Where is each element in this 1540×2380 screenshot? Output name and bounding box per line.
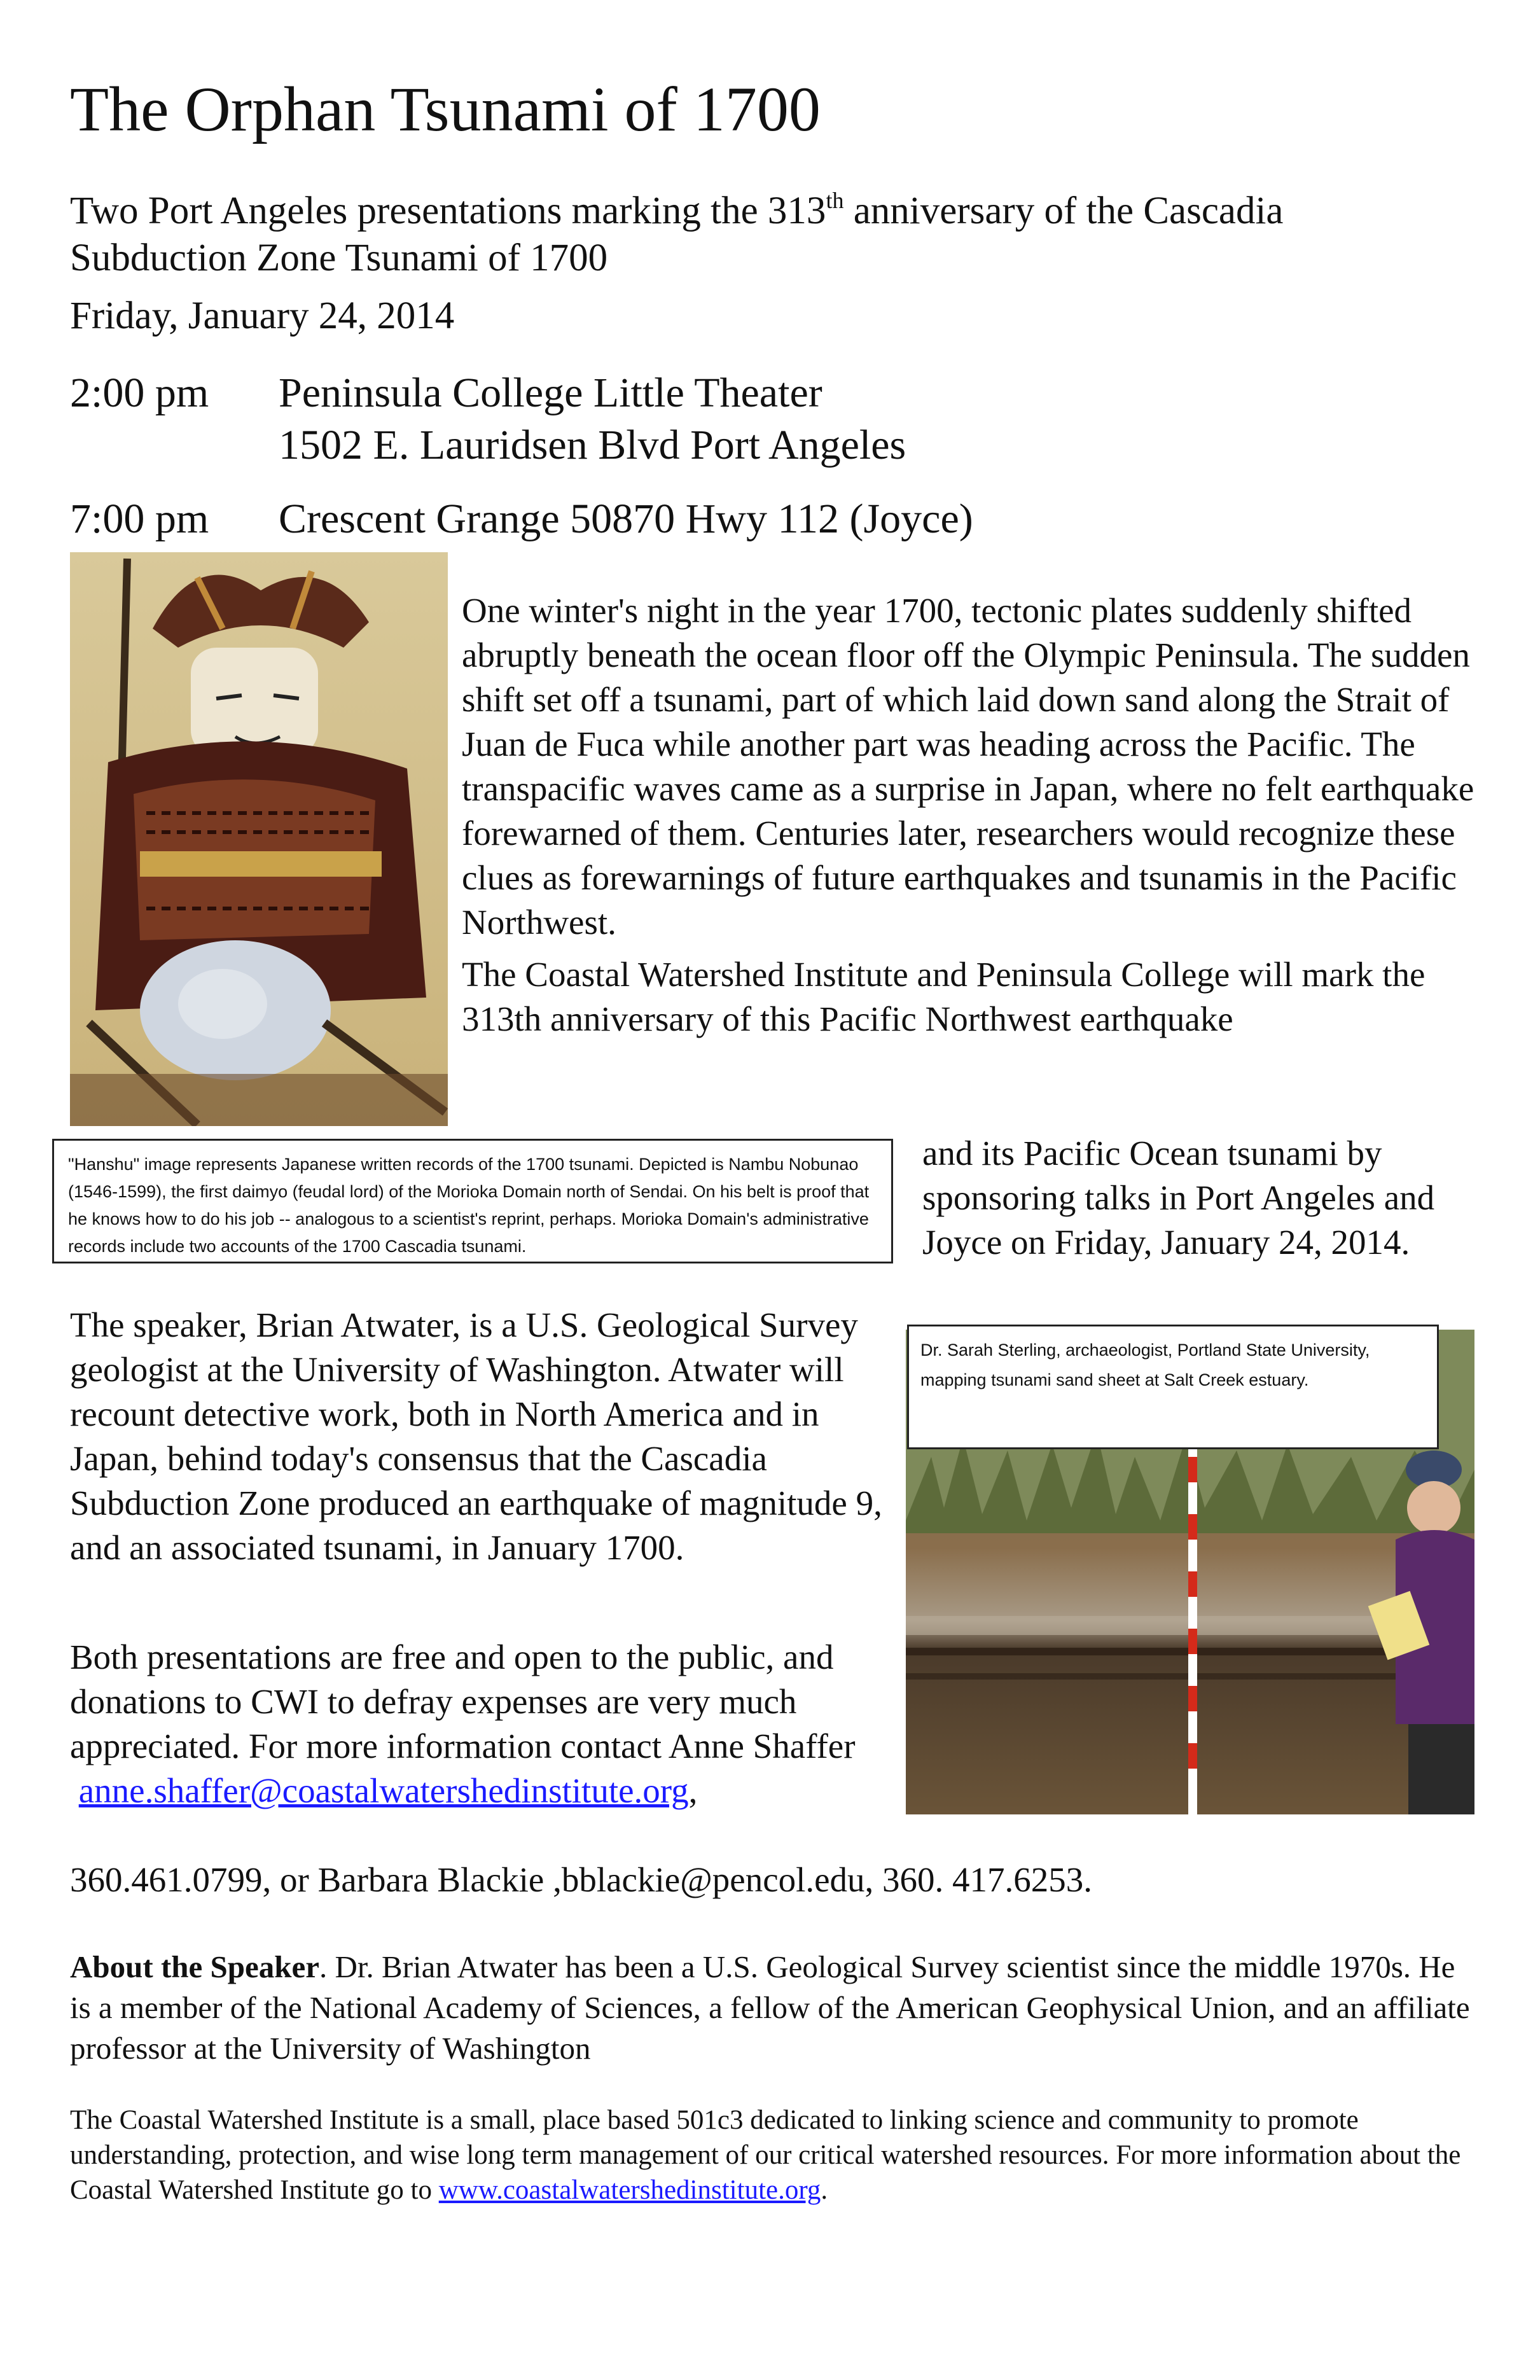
samurai-caption-box: [52, 1139, 893, 1263]
intro-continuation: and its Pacific Ocean tsunami by sponsoring talks in Port Angeles and Joyce on Friday, January 24, 2014.: [922, 1134, 1435, 1262]
flyer-title: The Orphan Tsunami of 1700: [70, 74, 821, 144]
samurai-painting-image: [70, 552, 448, 1126]
contact-email-link[interactable]: anne.shaffer@coastalwatershedinstitute.org: [78, 1771, 689, 1810]
cwi-description-text: The Coastal Watershed Institute is a small, place based 501c3 dedicated to linking science and community to promote understanding, protection, and wise long term management of our critical watershed resources. For more information about the Coastal Watershed Institute go to: [70, 2105, 1461, 2205]
about-speaker-text: . Dr. Brian Atwater has been a U.S. Geological Survey scientist since the middle 1970s. He is a member of the National Academy of Sciences, a fellow of the American Geophysical Union, and an affiliate professor at the University of Washington: [70, 1949, 1470, 2066]
event-date: Friday, January 24, 2014: [70, 295, 455, 337]
cwi-website-link[interactable]: www.coastalwatershedinstitute.org: [438, 2175, 821, 2205]
schedule-location-1: Peninsula College Little Theater: [279, 370, 822, 416]
schedule-time-2: 7:00 pm: [70, 496, 209, 542]
schedule-time-1: 2:00 pm: [70, 370, 209, 416]
sterling-caption-text: Dr. Sarah Sterling, archaeologist, Portland State University, mapping tsunami sand sheet at Salt Creek estuary.: [920, 1340, 1370, 1389]
schedule-location-2: Crescent Grange 50870 Hwy 112 (Joyce): [279, 496, 973, 542]
free-admission-paragraph: [70, 1635, 910, 1813]
free-admission-text: Both presentations are free and open to the public, and donations to CWI to defray expenses are very much appreciated. For more information contact Anne Shaffer: [70, 1638, 856, 1765]
intro-text: [462, 588, 1492, 1041]
about-speaker-paragraph: [70, 1947, 1482, 2069]
intro-paragraph-1: One winter's night in the year 1700, tectonic plates suddenly shifted abruptly beneath the ocean floor off the Olympic Peninsula. The sudden shift set off a tsunami, part of which laid down sand along the Strait of Juan de Fuca while another part was heading across the Pacific. The transpacific waves came as a surprise in Japan, where no felt earthquake forewarned of them. Centuries later, researchers would recognize these clues as forewarnings of future earthquakes and tsunamis in the Pacific Northwest.: [462, 591, 1474, 942]
samurai-caption-text: "Hanshu" image represents Japanese written records of the 1700 tsunami. Depicted is Nambu Nobunao (1546-1599), the first daimyo (feudal lord) of the Morioka Domain north of Sendai. On his belt is proof that he knows how to do his job -- analogous to a scientist's reprint, perhaps. Morioka Domain's administrative records include two accounts of the 1700 Cascadia tsunami.: [68, 1155, 870, 1256]
about-speaker-heading: About the Speaker: [70, 1949, 320, 1984]
schedule-address-1: 1502 E. Lauridsen Blvd Port Angeles: [279, 422, 906, 468]
intro-paragraph-2: The Coastal Watershed Institute and Peninsula College will mark the 313th anniversary of this Pacific Northwest earthquake: [462, 955, 1426, 1038]
contact-info-line: 360.461.0799, or Barbara Blackie ,bblackie@pencol.edu, 360. 417.6253.: [70, 1860, 1093, 1899]
speaker-paragraph: The speaker, Brian Atwater, is a U.S. Geological Survey geologist at the University of Washington. Atwater will recount detective work, both in North America and in Japan, behind today's consensus that the Cascadia Subduction Zone produced an earthquake of magnitude 9, and an associated tsunami, in January 1700.: [70, 1305, 882, 1567]
sterling-caption-box: [907, 1325, 1439, 1449]
subtitle: [70, 177, 1469, 282]
subtitle-text-continued: anniversary of the Cascadia Subduction Zone Tsunami of 1700: [70, 190, 1284, 279]
subtitle-superscript: th: [826, 188, 844, 213]
cwi-description: [70, 2103, 1495, 2208]
cwi-link-suffix: .: [821, 2175, 828, 2205]
subtitle-text: Two Port Angeles presentations marking the 313: [70, 190, 826, 232]
contact-email-comma: ,: [688, 1771, 698, 1810]
